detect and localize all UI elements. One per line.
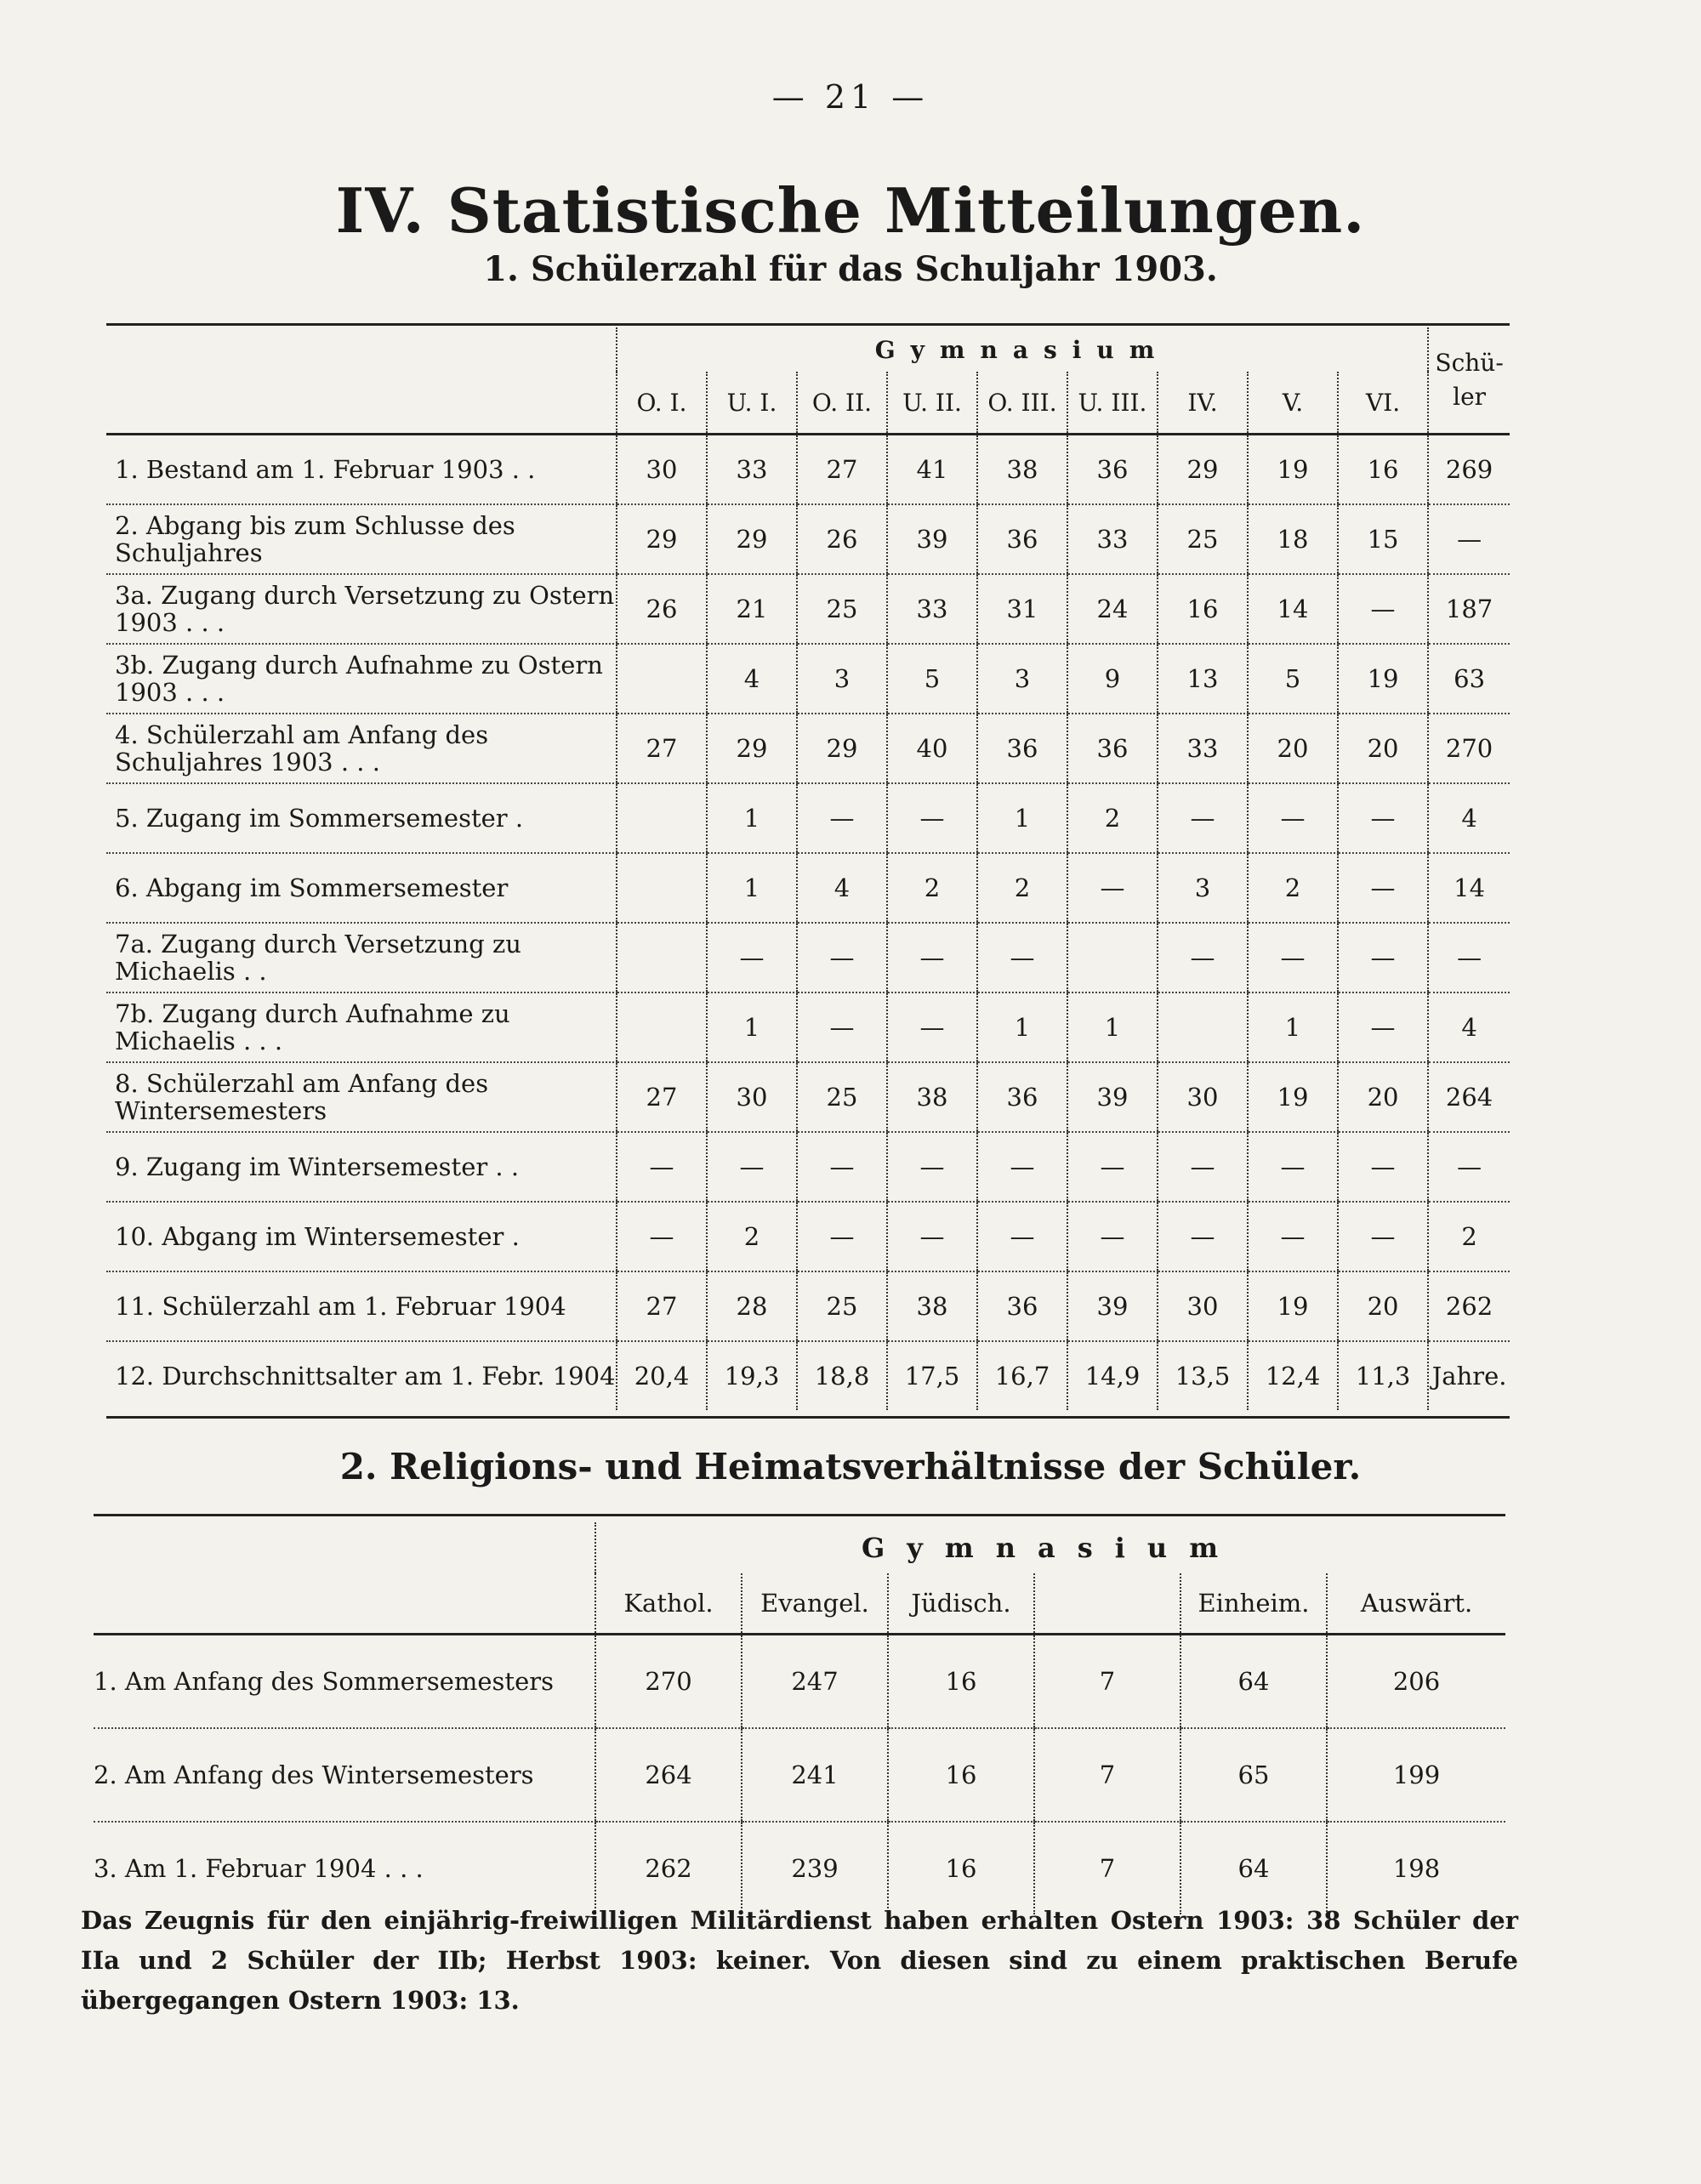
- table-cell: —: [1067, 1132, 1158, 1202]
- table-cell: —: [797, 783, 887, 853]
- table-cell: —: [1248, 923, 1338, 992]
- table-cell: 270: [595, 1635, 742, 1729]
- table-cell: 39: [1067, 1062, 1158, 1132]
- table1-col-header: VI.: [1338, 372, 1428, 435]
- table-cell: 7: [1034, 1822, 1180, 1914]
- table-cell: —: [1067, 1202, 1158, 1271]
- table-cell: [617, 992, 707, 1062]
- table-cell: 20: [1338, 1271, 1428, 1341]
- table-cell: —: [1338, 1132, 1428, 1202]
- table-cell: 5: [887, 644, 977, 714]
- table-row: [106, 1132, 1510, 1202]
- table-cell: 21: [707, 574, 797, 644]
- row-label: 12. Durchschnittsalter am 1. Febr. 1904: [115, 1362, 616, 1391]
- table1-col-total: Schü-ler: [1428, 327, 1510, 435]
- table-cell: —: [977, 923, 1067, 992]
- table-cell: 262: [595, 1822, 742, 1914]
- table-cell: 64: [1180, 1635, 1327, 1729]
- table-cell: 1: [1248, 992, 1338, 1062]
- table-cell: 7: [1034, 1728, 1180, 1822]
- table-cell: 20: [1338, 1062, 1428, 1132]
- table-cell: 1: [977, 992, 1067, 1062]
- table-cell: 36: [977, 504, 1067, 574]
- table-cell: 4: [1428, 783, 1510, 853]
- table-cell: 41: [887, 435, 977, 505]
- row-label: 3. Am 1. Februar 1904 . . .: [94, 1854, 424, 1883]
- table-cell: 29: [1158, 435, 1248, 505]
- table-cell: 2: [1067, 783, 1158, 853]
- table-cell: 38: [977, 435, 1067, 505]
- table-cell: —: [1158, 783, 1248, 853]
- table-cell: 270: [1428, 714, 1510, 783]
- table-cell: 24: [1067, 574, 1158, 644]
- table-cell: [617, 923, 707, 992]
- table-row: [106, 992, 1510, 1062]
- table-cell: 3: [797, 644, 887, 714]
- table-cell: 40: [887, 714, 977, 783]
- table-cell: —: [1338, 992, 1428, 1062]
- table-cell: 39: [887, 504, 977, 574]
- table-cell: 14: [1248, 574, 1338, 644]
- table-cell: —: [797, 923, 887, 992]
- table-cell: —: [1338, 923, 1428, 992]
- table1-group-header: Gymnasium: [617, 327, 1428, 372]
- table-cell: 9: [1067, 644, 1158, 714]
- table-cell: 29: [707, 504, 797, 574]
- table-cell: —: [1338, 574, 1428, 644]
- table-cell: 38: [887, 1271, 977, 1341]
- page-number: — 21 —: [771, 78, 930, 116]
- table-cell: 247: [742, 1635, 888, 1729]
- row-label: 4. Schülerzahl am Anfang des Schuljahres 1903 . . .: [106, 714, 617, 783]
- table-cell: 31: [977, 574, 1067, 644]
- table-cell: 36: [1067, 714, 1158, 783]
- section2-heading: 2. Religions- und Heimatsverhältnisse der Schüler.: [339, 1446, 1362, 1487]
- table-row: [106, 1271, 1510, 1341]
- table-cell: 198: [1327, 1822, 1505, 1914]
- table-cell: —: [1428, 923, 1510, 992]
- table1-col-header: O. I.: [617, 372, 707, 435]
- table-cell: 20: [1338, 714, 1428, 783]
- table-cell: 19: [1248, 435, 1338, 505]
- table-cell: —: [1338, 853, 1428, 923]
- row-label: 1. Bestand am 1. Februar 1903 . .: [106, 435, 617, 505]
- table-cell: 27: [617, 1271, 707, 1341]
- table-cell: 187: [1428, 574, 1510, 644]
- table-cell: 13,5: [1158, 1341, 1248, 1410]
- table-cell: —: [1158, 1132, 1248, 1202]
- table-cell: 16: [1338, 435, 1428, 505]
- table-row: [106, 504, 1510, 574]
- row-label: 2. Am Anfang des Wintersemesters: [94, 1728, 595, 1822]
- table-cell: 27: [797, 435, 887, 505]
- row-label: 3b. Zugang durch Aufnahme zu Ostern 1903 . . .: [106, 644, 617, 714]
- table-cell: —: [1338, 1202, 1428, 1271]
- table-row: [106, 1062, 1510, 1132]
- table-cell: 29: [617, 504, 707, 574]
- table-cell: 3: [1158, 853, 1248, 923]
- table-cell: 1: [707, 992, 797, 1062]
- table1-col-header: U. III.: [1067, 372, 1158, 435]
- table-row: [94, 1728, 1505, 1822]
- table-cell: 63: [1428, 644, 1510, 714]
- table-cell: 25: [797, 1062, 887, 1132]
- table-cell: 12,4: [1248, 1341, 1338, 1410]
- table-cell: —: [1338, 783, 1428, 853]
- table-cell: 25: [797, 1271, 887, 1341]
- table-row: [106, 435, 1510, 505]
- row-label: 1. Am Anfang des Sommersemesters: [94, 1635, 595, 1729]
- table-cell: [617, 644, 707, 714]
- table-cell: —: [887, 992, 977, 1062]
- table-cell: 20,4: [617, 1341, 707, 1410]
- table-cell: 27: [617, 714, 707, 783]
- table-cell: 16: [1158, 574, 1248, 644]
- table-cell: Jahre.: [1428, 1341, 1510, 1410]
- table-cell: —: [887, 923, 977, 992]
- table-cell: 30: [1158, 1062, 1248, 1132]
- table-cell: 19,3: [707, 1341, 797, 1410]
- table-cell: 27: [617, 1062, 707, 1132]
- table-cell: —: [887, 783, 977, 853]
- table-cell: 2: [977, 853, 1067, 923]
- table-cell: 262: [1428, 1271, 1510, 1341]
- table-cell: 2: [1248, 853, 1338, 923]
- table-cell: 19: [1248, 1271, 1338, 1341]
- table-cell: 33: [1067, 504, 1158, 574]
- table-cell: 4: [1428, 992, 1510, 1062]
- row-label: 3a. Zugang durch Versetzung zu Ostern 1903 . . .: [106, 574, 617, 644]
- table-cell: —: [1158, 923, 1248, 992]
- table-cell: —: [1158, 1202, 1248, 1271]
- row-label: 10. Abgang im Wintersemester .: [106, 1202, 617, 1271]
- row-label: 7a. Zugang durch Versetzung zu Michaelis . .: [106, 923, 617, 992]
- table-cell: 269: [1428, 435, 1510, 505]
- table-cell: —: [797, 992, 887, 1062]
- table1-col-header: IV.: [1158, 372, 1248, 435]
- table-cell: —: [1067, 853, 1158, 923]
- row-label: 9. Zugang im Wintersemester . .: [106, 1132, 617, 1202]
- table-cell: —: [977, 1202, 1067, 1271]
- table-religion-origin: [94, 1522, 1505, 1914]
- table-cell: 38: [887, 1062, 977, 1132]
- table-cell: —: [1428, 1132, 1510, 1202]
- table-cell: —: [707, 1132, 797, 1202]
- table1-col-header: V.: [1248, 372, 1338, 435]
- table-cell: —: [617, 1202, 707, 1271]
- table1-col-header: O. II.: [797, 372, 887, 435]
- table2-group-header: Gymnasium: [595, 1522, 1505, 1573]
- table-cell: 36: [977, 1271, 1067, 1341]
- table-cell: 4: [707, 644, 797, 714]
- row-label: 7b. Zugang durch Aufnahme zu Michaelis . . .: [106, 992, 617, 1062]
- table1-bottom-rule: [106, 1416, 1510, 1419]
- table-cell: 1: [707, 853, 797, 923]
- table-cell: 33: [1158, 714, 1248, 783]
- table-cell: [617, 853, 707, 923]
- table-cell: [1158, 992, 1248, 1062]
- table-cell: 15: [1338, 504, 1428, 574]
- table-cell: 28: [707, 1271, 797, 1341]
- table-cell: 29: [797, 714, 887, 783]
- table-cell: 19: [1338, 644, 1428, 714]
- table-cell: 7: [1034, 1635, 1180, 1729]
- table-cell: 17,5: [887, 1341, 977, 1410]
- table-row: [106, 923, 1510, 992]
- table-cell: 25: [1158, 504, 1248, 574]
- table-cell: —: [1248, 783, 1338, 853]
- row-label: 2. Abgang bis zum Schlusse des Schuljahres: [106, 504, 617, 574]
- table-cell: 36: [1067, 435, 1158, 505]
- table-row: [106, 714, 1510, 783]
- table-cell: 33: [887, 574, 977, 644]
- table-cell: 264: [1428, 1062, 1510, 1132]
- table-row: [106, 853, 1510, 923]
- page-title: IV. Statistische Mitteilungen.: [335, 174, 1366, 247]
- table-cell: 25: [797, 574, 887, 644]
- table-cell: 13: [1158, 644, 1248, 714]
- table-cell: —: [1248, 1202, 1338, 1271]
- table-cell: 14,9: [1067, 1341, 1158, 1410]
- table-cell: —: [797, 1132, 887, 1202]
- table-cell: [1067, 923, 1158, 992]
- table-cell: —: [617, 1132, 707, 1202]
- table-cell: 1: [977, 783, 1067, 853]
- table-cell: 16: [888, 1822, 1034, 1914]
- table2-col-header: Kathol.: [595, 1573, 742, 1635]
- table-student-count: [106, 327, 1510, 1410]
- table-row: [106, 1341, 1510, 1410]
- table-row: [94, 1635, 1505, 1729]
- table-row: [106, 644, 1510, 714]
- table-row: [106, 783, 1510, 853]
- table2-col-header: Jüdisch.: [888, 1573, 1034, 1635]
- table-cell: 30: [617, 435, 707, 505]
- table1-col-header: U. I.: [707, 372, 797, 435]
- table-row: [106, 574, 1510, 644]
- row-label: 5. Zugang im Sommersemester .: [106, 783, 617, 853]
- table-cell: 206: [1327, 1635, 1505, 1729]
- table2-top-rule: [94, 1514, 1505, 1516]
- table2-col-header-blank: [1034, 1573, 1180, 1635]
- table-cell: —: [1428, 504, 1510, 574]
- table-cell: 30: [707, 1062, 797, 1132]
- table-cell: 39: [1067, 1271, 1158, 1341]
- table-cell: 199: [1327, 1728, 1505, 1822]
- table-cell: —: [797, 1202, 887, 1271]
- table-cell: 36: [977, 1062, 1067, 1132]
- table-cell: 29: [707, 714, 797, 783]
- table1-header-empty: [106, 327, 617, 435]
- table1-col-header: O. III.: [977, 372, 1067, 435]
- table-cell: 18: [1248, 504, 1338, 574]
- table-cell: 16: [888, 1635, 1034, 1729]
- table-cell: 36: [977, 714, 1067, 783]
- table-cell: 4: [797, 853, 887, 923]
- table-cell: 26: [797, 504, 887, 574]
- table-cell: 20: [1248, 714, 1338, 783]
- table-cell: 239: [742, 1822, 888, 1914]
- table-cell: —: [1248, 1132, 1338, 1202]
- table-cell: —: [887, 1132, 977, 1202]
- table-cell: 64: [1180, 1822, 1327, 1914]
- table-cell: —: [707, 923, 797, 992]
- table-cell: 3: [977, 644, 1067, 714]
- footnote: Das Zeugnis für den einjährig-freiwilligen Militärdienst haben erhalten Ostern 1903: 38 Schüler der IIa und 2 Schüler der IIb; Herbst 1903: keiner. Von diesen sind zu einem praktischen Berufe übergegangen Ostern 1903: 13.: [81, 1906, 1518, 2015]
- table-cell: 26: [617, 574, 707, 644]
- row-label: 8. Schülerzahl am Anfang des Wintersemesters: [106, 1062, 617, 1132]
- table-cell: 33: [707, 435, 797, 505]
- table-row: [106, 1202, 1510, 1271]
- table-cell: 65: [1180, 1728, 1327, 1822]
- table2-col-header: Einheim.: [1180, 1573, 1327, 1635]
- row-label: 11. Schülerzahl am 1. Februar 1904: [106, 1271, 617, 1341]
- table2-header-empty: [94, 1522, 595, 1635]
- table-cell: —: [977, 1132, 1067, 1202]
- table-cell: 2: [1428, 1202, 1510, 1271]
- table-cell: 2: [707, 1202, 797, 1271]
- table-cell: 5: [1248, 644, 1338, 714]
- table-cell: [617, 783, 707, 853]
- table-cell: 14: [1428, 853, 1510, 923]
- table-cell: 18,8: [797, 1341, 887, 1410]
- table-cell: 30: [1158, 1271, 1248, 1341]
- table1-top-rule: [106, 323, 1510, 326]
- table-cell: 11,3: [1338, 1341, 1428, 1410]
- section1-heading: 1. Schülerzahl für das Schuljahr 1903.: [483, 249, 1218, 289]
- table-cell: 1: [707, 783, 797, 853]
- table-cell: 2: [887, 853, 977, 923]
- table-cell: 16: [888, 1728, 1034, 1822]
- table1-col-header: U. II.: [887, 372, 977, 435]
- table2-col-header: Evangel.: [742, 1573, 888, 1635]
- table-cell: 19: [1248, 1062, 1338, 1132]
- table-cell: 16,7: [977, 1341, 1067, 1410]
- table-cell: —: [887, 1202, 977, 1271]
- table-cell: 1: [1067, 992, 1158, 1062]
- table-cell: 241: [742, 1728, 888, 1822]
- row-label: 6. Abgang im Sommersemester: [106, 853, 617, 923]
- table-cell: 264: [595, 1728, 742, 1822]
- table2-col-header: Auswärt.: [1327, 1573, 1505, 1635]
